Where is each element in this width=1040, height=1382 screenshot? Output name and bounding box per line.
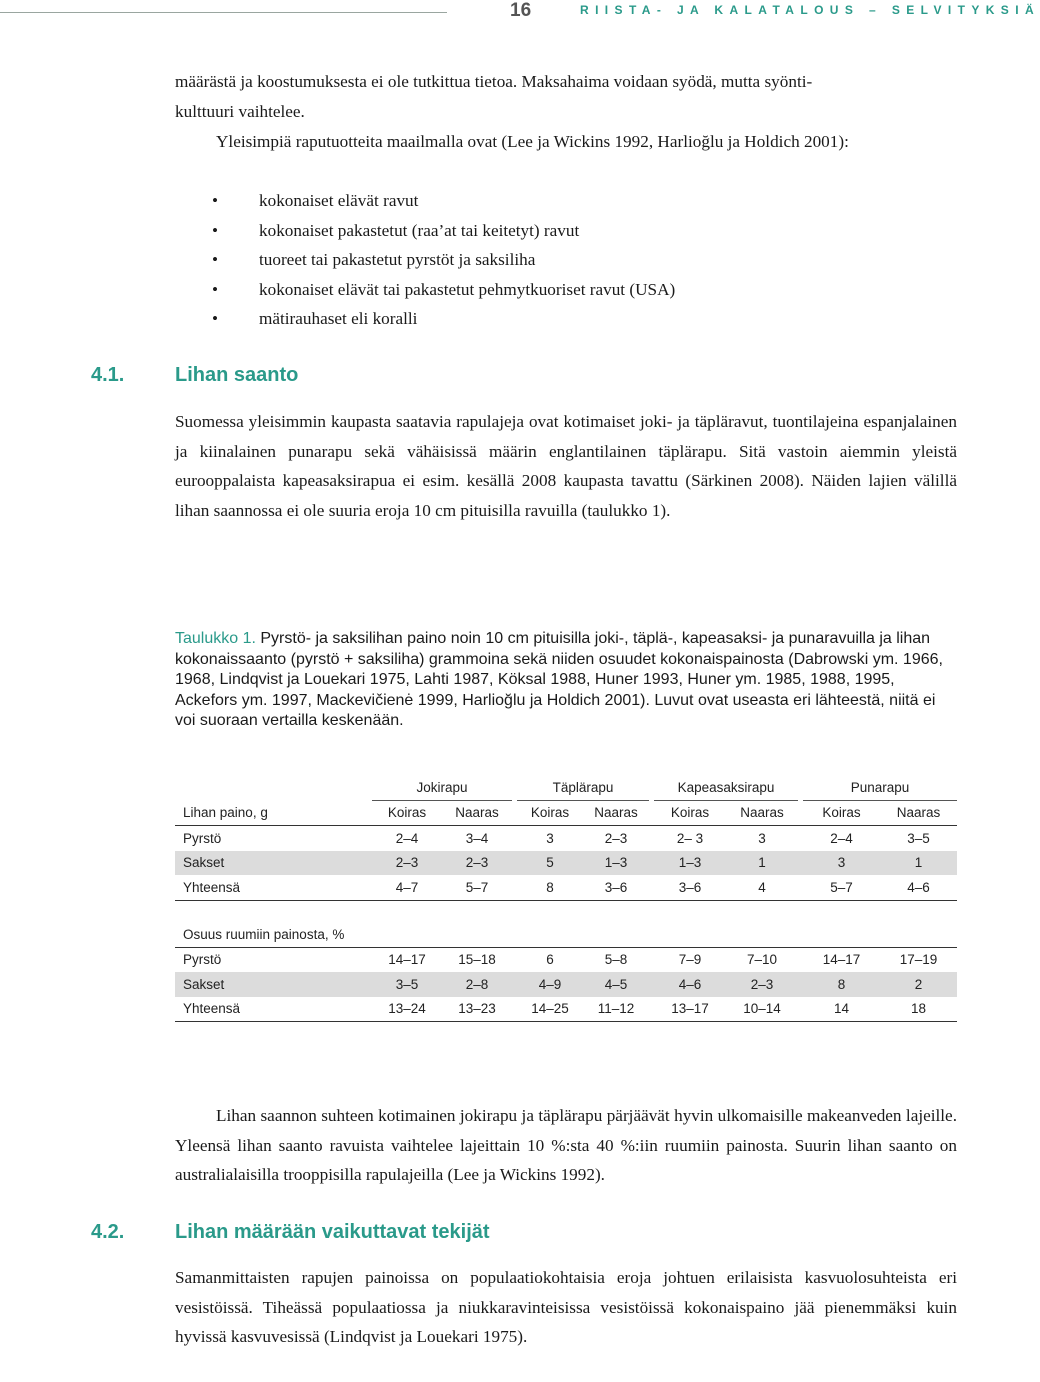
- table-row: [175, 851, 957, 876]
- list-item: • kokonaiset elävät tai pakastetut pehmytkuoriset ravut (USA): [175, 275, 675, 305]
- column-group-header: Punarapu: [803, 775, 957, 800]
- table-cell: 2: [880, 972, 957, 997]
- section-title: Lihan määrään vaikuttavat tekijät: [175, 1221, 490, 1243]
- table-cell: 2–3: [726, 972, 798, 997]
- bullet-dot: •: [212, 250, 219, 269]
- intro-line-1: määrästä ja koostumuksesta ei ole tutkittua tietoa. Maksahaima voidaan syödä, mutta syönti-: [175, 72, 813, 91]
- table-cell: 5: [517, 851, 583, 876]
- table-cell: 1: [880, 851, 957, 876]
- table-cell: 3: [803, 851, 880, 876]
- table-cell: 4–9: [517, 972, 583, 997]
- row-label: Pyrstö: [183, 830, 222, 846]
- running-title: RIISTA- JA KALATALOUS – SELVITYKSIÄ: [580, 3, 1040, 17]
- list-item: • kokonaiset elävät ravut: [175, 186, 675, 216]
- table-cell: 2–3: [442, 851, 512, 876]
- table-cell: 7–10: [746, 952, 778, 968]
- section-number: 4.2.: [91, 1221, 125, 1243]
- table-cell: 8: [803, 972, 880, 997]
- column-header: Koiras: [803, 800, 880, 826]
- table-cell: 14: [803, 997, 880, 1022]
- table-cell: 1: [726, 851, 798, 876]
- section-4-1-paragraph: Suomessa yleisimmin kaupasta saatavia rapulajeja ovat kotimaiset joki- ja täpläravut, tuontilajeina espanjalainen ja kiinalainen punarapu sekä vähäisissä määrin englantilainen täplärapu. Sitä vastoin aiemmin yleistä eurooppalaista kapeasaksirapua ei esim. kesällä 2008 kaupasta tavattu (Särkinen 2008). Näiden lajien välillä lihan saannossa ei ole suuria eroja 10 cm pituisilla ravuilla (taulukko 1).: [175, 412, 957, 520]
- bullet-dot: •: [212, 309, 219, 328]
- table-row: [175, 997, 957, 1022]
- list-item: • tuoreet tai pakastetut pyrstöt ja saksiliha: [175, 245, 675, 275]
- table-cell: 5–7: [803, 875, 880, 900]
- table-cell: 3–5: [907, 830, 930, 846]
- list-item: • mätirauhaset eli koralli: [175, 304, 675, 334]
- caption-text: Pyrstö- ja saksilihan paino noin 10 cm pituisilla joki-, täplä-, kapeasaksi- ja punaravuilla ja lihan kokonaissaanto (pyrstö + saksiliha) grammoina sekä niiden osuudet kokonaispainosta (Dabrowski ym. 1966, 1968, Lindqvist ja Louekari 1975, Lahti 1987, Köksal 1988, Huner 1993, Huner ym. 1985, 1988, 1995, Ackefors ym. 1997, Mackevičienė 1999, Harlioğlu ja Holdich 2001). Luvut ovat useasta eri lähteestä, niitä ei voi suoraan vertailla keskenään.: [175, 630, 943, 729]
- column-header: Koiras: [517, 800, 583, 826]
- table-cell: 1–3: [583, 851, 649, 876]
- table-cell: 14–17: [822, 952, 861, 968]
- table-cell: 1–3: [654, 851, 726, 876]
- table-cell: 2–8: [442, 972, 512, 997]
- table-cell: 2–4: [395, 830, 419, 846]
- table-cell: 7–9: [678, 952, 702, 968]
- section-4-2-paragraph: Samanmittaisten rapujen painoissa on populaatiokohtaisia eroja johtuen erilaisista kasvuolosuhteista eri vesistöissä. Tiheässä populaatiossa ja niukkaravinteisissa vesistöissä kokonaispaino jää pienemmäksi kuin hyvissä kasvuvesissä (Lindqvist ja Louekari 1975).: [175, 1268, 957, 1346]
- section-title: Lihan saanto: [175, 364, 299, 386]
- row-label: Yhteensä: [175, 875, 372, 900]
- row-label: Sakset: [175, 972, 372, 997]
- table-cell: 8: [517, 875, 583, 900]
- table-row: [175, 947, 957, 972]
- table-cell: 5–8: [604, 952, 628, 968]
- table-cell: 18: [880, 997, 957, 1022]
- table-cell: 4–5: [583, 972, 649, 997]
- after-table-paragraph: Lihan saannon suhteen kotimainen jokirapu ja täplärapu pärjäävät hyvin ulkomaisille makeanveden lajeille. Yleensä lihan saanto ravuista vaihtelee lajeittain 10 %:sta 40 %:iin ruumiin painosta. Suurin lihan saanto on australialaisilla trooppisilla rapulajeilla (Lee ja Wickins 1992).: [175, 1106, 957, 1184]
- table-cell: 13–17: [654, 997, 726, 1022]
- table-row: [175, 826, 957, 851]
- caption-label: Taulukko 1.: [175, 630, 256, 647]
- column-group-header: Jokirapu: [372, 775, 512, 800]
- table-cell: 13–24: [372, 997, 442, 1022]
- column-header: Naaras: [726, 800, 798, 826]
- table-row: [175, 972, 957, 997]
- row-header: Osuus ruumiin painosta, %: [175, 922, 372, 947]
- list-item: • kokonaiset pakastetut (raa’at tai keitetyt) ravut: [175, 216, 675, 246]
- column-header: Koiras: [372, 800, 442, 826]
- column-header: Koiras: [654, 800, 726, 826]
- table-cell: 3–6: [654, 875, 726, 900]
- data-table-percentages: [175, 922, 957, 1022]
- table-caption: [175, 629, 957, 732]
- intro-line-2: kulttuuri vaihtelee.: [175, 101, 305, 121]
- table-cell: 10–14: [726, 997, 798, 1022]
- row-header: Lihan paino, g: [175, 800, 372, 826]
- table-cell: 3–5: [372, 972, 442, 997]
- table-cell: 4–6: [654, 972, 726, 997]
- page-number: 16: [510, 0, 532, 21]
- table-cell: 17–19: [899, 952, 938, 968]
- column-group-header: Täplärapu: [517, 775, 649, 800]
- row-label: Yhteensä: [175, 997, 372, 1022]
- table-cell: 14–25: [517, 997, 583, 1022]
- table-header-row: [175, 922, 957, 947]
- table-cell: 6: [546, 952, 554, 968]
- bullet-list: [175, 186, 675, 334]
- intro-paragraph-2: Yleisimpiä raputuotteita maailmalla ovat (Lee ja Wickins 1992, Harlioğlu ja Holdich 2001):: [216, 132, 849, 151]
- table-cell: 4: [726, 875, 798, 900]
- bullet-dot: •: [212, 220, 219, 240]
- table-cell: 3: [758, 830, 766, 846]
- table-cell: 3: [546, 830, 554, 846]
- column-group-header: Kapeasaksirapu: [654, 775, 798, 800]
- intro-paragraph: [175, 67, 957, 126]
- table-cell: 3–4: [465, 830, 489, 846]
- data-table-weights: [175, 775, 957, 901]
- bullet-dot: •: [212, 279, 219, 299]
- table-cell: 4–6: [880, 875, 957, 900]
- table-row: [175, 775, 957, 800]
- section-number: 4.1.: [91, 364, 125, 386]
- table-cell: 13–23: [442, 997, 512, 1022]
- table-cell: 11–12: [583, 997, 649, 1022]
- header-rule: [0, 12, 447, 13]
- row-label: Sakset: [175, 851, 372, 876]
- column-header: Naaras: [583, 800, 649, 826]
- table-cell: 2–3: [372, 851, 442, 876]
- table-header-row: [175, 800, 957, 826]
- bullet-dot: •: [212, 191, 219, 210]
- table-cell: 3–6: [583, 875, 649, 900]
- row-label: Pyrstö: [183, 952, 222, 968]
- table-cell: 4–7: [372, 875, 442, 900]
- table-cell: 2–3: [604, 830, 628, 846]
- table-row: [175, 875, 957, 900]
- column-header: Naaras: [880, 800, 957, 826]
- column-header: Naaras: [442, 800, 512, 826]
- table-cell: 15–18: [458, 952, 496, 968]
- table-cell: 5–7: [442, 875, 512, 900]
- table-cell: 14–17: [388, 952, 426, 968]
- table-cell: 2–4: [830, 830, 853, 846]
- table-cell: 2– 3: [676, 830, 704, 846]
